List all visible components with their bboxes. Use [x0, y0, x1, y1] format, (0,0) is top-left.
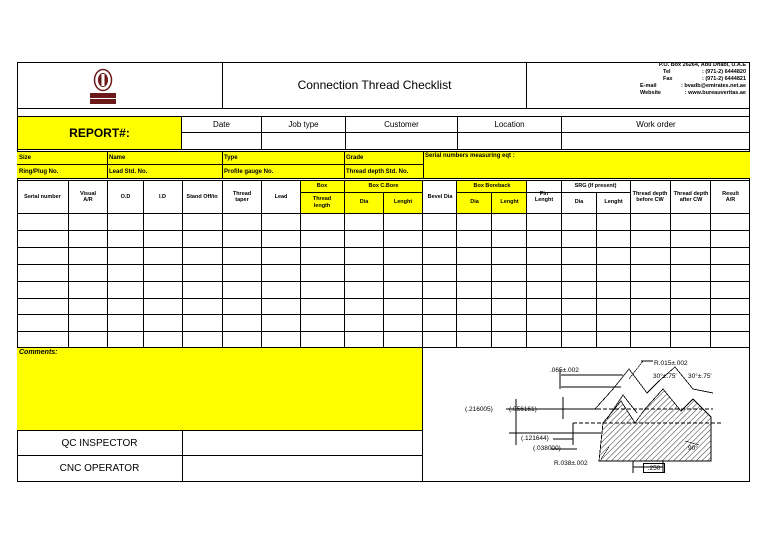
email-value: : bvadb@emirates.net.ae [681, 83, 746, 89]
job-type-header: Job type [288, 120, 319, 129]
col-cbore-lenght: Lenght [393, 199, 413, 206]
customer-header: Customer [384, 120, 419, 129]
col-visual [69, 181, 107, 213]
col-pin-lenght [527, 181, 561, 213]
info-divider [423, 151, 424, 179]
profile-gauge-label: Profile gauge No. [224, 168, 274, 175]
po-box: P.O. Box 26264, Abu Dhabi, U.A.E [658, 62, 746, 68]
col-box-boreback: Box Boreback [473, 183, 511, 190]
col-bevel-dia: Bevel Dia [427, 193, 453, 200]
date-field[interactable] [182, 133, 261, 150]
name-label: Name [109, 155, 126, 161]
tel-value: : (971-2) 6444820 [701, 69, 746, 75]
col-cbore-dia: Dia [359, 199, 369, 206]
work-order-header: Work order [636, 120, 676, 129]
report-label-text: REPORT#: [69, 126, 130, 140]
dim-angle-1: 30°±.75' [653, 373, 677, 380]
header-bottom-rule [17, 108, 750, 109]
ring-plug-label: Ring/Plug No. [19, 168, 59, 175]
col-lead: Lead [274, 193, 288, 200]
thread-depth-std-label: Thread depth Std. No. [346, 168, 409, 175]
col-thread-length [300, 192, 344, 213]
col-depth-after [671, 181, 711, 213]
dim-r015: R.015±.002 [654, 360, 688, 367]
dim-121644: (.121644) [521, 435, 549, 442]
info-divider [344, 151, 345, 179]
col-thread-taper [223, 181, 261, 213]
comments-box[interactable] [17, 348, 423, 430]
col-pin-lenght-text: Pin Lenght [534, 190, 554, 203]
job-type-field[interactable] [262, 133, 345, 150]
info-rule-top [17, 151, 750, 152]
thread-profile-diagram [423, 349, 749, 481]
info-divider [107, 151, 108, 179]
size-label: Size [19, 155, 32, 161]
comments-label: Comments: [19, 349, 58, 356]
cnc-operator-signature[interactable] [183, 456, 422, 481]
dim-r038: R.038±.002 [554, 460, 588, 467]
fax-value: : (971-2) 6444821 [701, 76, 746, 82]
page-title: Connection Thread Checklist [297, 78, 452, 92]
col-thread-length-text: Thread length [312, 196, 332, 209]
col-boreback-dia: Dia [470, 199, 479, 206]
lead-std-label: Lead Std. No. [109, 168, 148, 175]
website-label: Website [640, 90, 661, 96]
serial-eqt-label: Serial numbers measuring eqt : [425, 153, 515, 159]
col-thread-taper-text: Thread taper [232, 190, 252, 203]
col-depth-before-text: Thread depth before CW [632, 190, 668, 203]
dim-250: .250 [643, 463, 665, 473]
location-field[interactable] [458, 133, 561, 150]
info-divider [222, 151, 223, 179]
qc-inspector-label: QC INSPECTOR [61, 437, 138, 449]
website-value: : www.bureauveritas.ae [684, 90, 746, 96]
tel-label: Tel [663, 69, 671, 75]
type-label: Type [224, 155, 238, 161]
report-number-label[interactable] [17, 116, 182, 150]
dim-038000: (.038000) [533, 445, 561, 452]
col-visual-text: Visual A/R [79, 190, 97, 203]
col-result [711, 181, 750, 213]
work-order-field[interactable] [562, 133, 750, 150]
col-id: I.D [158, 193, 167, 200]
col-result-text: Result A/R [722, 190, 739, 203]
bureau-veritas-logo [88, 66, 118, 106]
dim-056161: (.056161) [509, 406, 537, 413]
qc-inspector-signature[interactable] [183, 431, 422, 455]
col-srg: SRG (If present) [574, 183, 617, 190]
dim-065: .065±.002 [550, 367, 579, 374]
email-label: E-mail [640, 83, 657, 89]
dim-216005: (.216005) [465, 406, 493, 413]
header-divider-right [526, 62, 527, 108]
location-header: Location [494, 120, 525, 129]
col-od: O.D [120, 193, 131, 200]
date-header: Date [213, 120, 230, 129]
grade-label: Grade [346, 155, 364, 161]
col-depth-after-text: Thread depth after CW [673, 190, 709, 203]
dim-90: 90° [688, 445, 698, 452]
dim-angle-2: 30°±.75' [688, 373, 712, 380]
info-rule-bottom [17, 178, 750, 179]
address-block [560, 62, 750, 108]
col-box-cbore: Box C.Bore [368, 183, 399, 190]
col-box: Box [316, 183, 328, 190]
col-srg-dia: Dia [574, 199, 584, 206]
col-stand-off: Stand Off/in [186, 193, 218, 200]
col-srg-lenght: Lenght [604, 199, 623, 206]
col-depth-before [630, 181, 670, 213]
cnc-operator-label: CNC OPERATOR [59, 463, 140, 474]
fax-label: Fax [663, 76, 673, 82]
col-boreback-lenght: Lenght [500, 199, 519, 206]
col-serial-number: Serial number [24, 193, 61, 200]
customer-field[interactable] [346, 133, 457, 150]
